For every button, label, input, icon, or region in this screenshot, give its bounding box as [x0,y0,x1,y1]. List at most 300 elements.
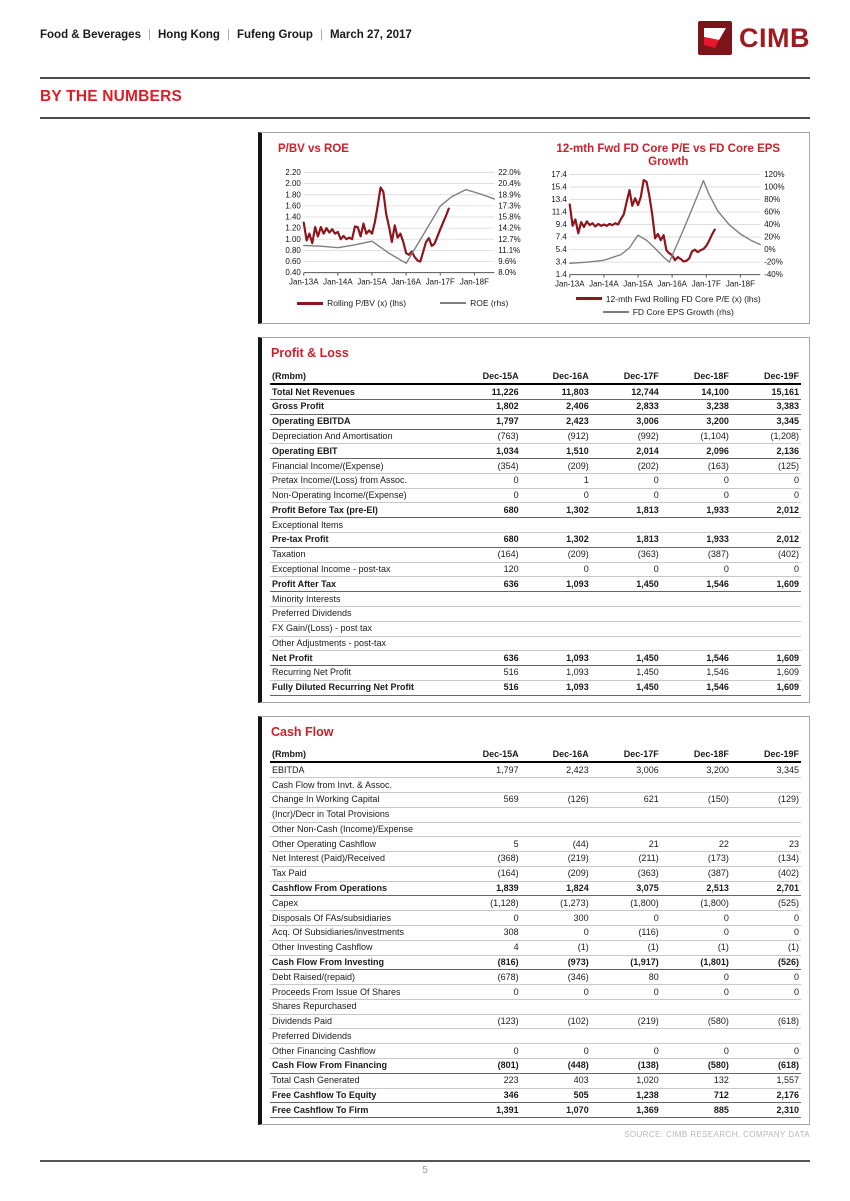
cell-value [521,778,591,793]
cell-value [521,606,591,621]
cell-value [661,999,731,1014]
column-header: Dec-15A [451,369,521,384]
cell-value: 516 [451,666,521,681]
page-header [40,0,810,56]
cell-value: 2,176 [731,1088,801,1103]
column-header: Dec-16A [521,369,591,384]
cell-value: (126) [521,792,591,807]
cell-value: 1,824 [521,881,591,896]
financial-table [270,748,801,1119]
cell-value [661,1029,731,1044]
cell-value [521,636,591,651]
cell-value: (1) [661,940,731,955]
cell-value [521,518,591,533]
cell-value [591,636,661,651]
cell-value: 569 [451,792,521,807]
table-row [270,1044,801,1059]
breadcrumb-item: Hong Kong [157,29,220,41]
cell-value: 23 [731,837,801,852]
cell-value [521,822,591,837]
cell-value [731,1029,801,1044]
cell-value: (402) [731,547,801,562]
legend-item [576,294,761,304]
table-row [270,400,801,415]
table-row [270,636,801,651]
svg-text:Jan-17F: Jan-17F [425,277,455,287]
cell-value: (138) [591,1059,661,1074]
cell-value: 1,093 [521,680,591,695]
column-header: Dec-18F [661,369,731,384]
svg-text:Jan-18F: Jan-18F [725,280,755,290]
cell-value: (164) [451,866,521,881]
row-label: Exceptional Income - post-tax [270,562,451,577]
cell-value [661,621,731,636]
row-label: Preferred Dividends [270,1029,451,1044]
row-label: Operating EBITDA [270,414,451,429]
column-header: Dec-16A [521,748,591,763]
row-label: Proceeds From Issue Of Shares [270,985,451,1000]
table-row [270,414,801,429]
cell-value: 0 [591,1044,661,1059]
cell-value: (526) [731,955,801,970]
row-label: Acq. Of Subsidiaries/investments [270,926,451,941]
cell-value: (219) [591,1014,661,1029]
page-footer [40,1160,810,1176]
profit-loss-panel [258,337,810,702]
chart-legend [270,289,536,315]
cell-value: (387) [661,866,731,881]
cell-value: (102) [521,1014,591,1029]
cell-value: 636 [451,577,521,592]
cell-value: 0 [451,488,521,503]
svg-text:-20%: -20% [763,258,783,268]
cell-value: (150) [661,792,731,807]
cell-value [591,999,661,1014]
cell-value: (992) [591,429,661,444]
row-label: Cash Flow From Financing [270,1059,451,1074]
cell-value: 516 [451,680,521,695]
chart [270,139,536,317]
cell-value: (346) [521,970,591,985]
cell-value: 0 [521,1044,591,1059]
row-label: Cash Flow From Investing [270,955,451,970]
svg-text:20%: 20% [763,233,780,243]
cell-value: 0 [451,473,521,488]
cell-value [591,807,661,822]
cell-value: (618) [731,1059,801,1074]
cell-value [591,606,661,621]
svg-text:17.3%: 17.3% [498,201,521,211]
cell-value: 1,797 [451,762,521,777]
cell-value [731,592,801,607]
row-label: Financial Income/(Expense) [270,459,451,474]
svg-text:17.4: 17.4 [550,170,567,180]
cell-value [591,1029,661,1044]
row-label: FX Gain/(Loss) - post tax [270,621,451,636]
cash-flow-panel [258,716,810,1126]
cell-value: 1,546 [661,666,731,681]
section-divider [40,117,810,119]
cell-value [451,822,521,837]
cell-value: 14,100 [661,384,731,399]
row-label: Other Operating Cashflow [270,837,451,852]
row-label: Disposals Of FAs/subsidiaries [270,911,451,926]
table-row [270,792,801,807]
table-row [270,562,801,577]
svg-text:15.8%: 15.8% [498,212,521,222]
cell-value: 636 [451,651,521,666]
table-row [270,518,801,533]
cell-value: 1,302 [521,503,591,518]
cell-value: 2,012 [731,533,801,548]
svg-text:18.9%: 18.9% [498,190,521,200]
svg-text:0.60: 0.60 [285,257,301,267]
row-label: Total Net Revenues [270,384,451,399]
row-label: Other Investing Cashflow [270,940,451,955]
svg-text:2.00: 2.00 [285,179,301,189]
cell-value: 680 [451,533,521,548]
legend-item [603,307,734,317]
cell-value: (116) [591,926,661,941]
cell-value [731,807,801,822]
cell-value: 0 [591,562,661,577]
cimb-logo-icon [698,21,732,55]
cell-value: (402) [731,866,801,881]
table-title: Profit & Loss [271,346,349,361]
unit-header: (Rmbm) [270,748,451,763]
charts-panel [258,132,810,324]
svg-text:1.80: 1.80 [285,190,301,200]
row-label: Other Financing Cashflow [270,1044,451,1059]
row-label: Minority Interests [270,592,451,607]
cell-value: 1,391 [451,1103,521,1118]
column-header: Dec-15A [451,748,521,763]
cell-value [451,592,521,607]
table-row [270,926,801,941]
cell-value: (164) [451,547,521,562]
cell-value: (1,800) [661,896,731,911]
cell-value: 1,546 [661,651,731,666]
cell-value: 308 [451,926,521,941]
header-divider [40,77,810,79]
column-header: Dec-17F [591,369,661,384]
table-row [270,1103,801,1118]
cell-value: 0 [661,985,731,1000]
svg-text:80%: 80% [763,195,780,205]
cell-value: 1,302 [521,533,591,548]
breadcrumb [40,21,412,41]
row-label: Pre-tax Profit [270,533,451,548]
cell-value [451,999,521,1014]
cell-value: 2,833 [591,400,661,415]
cell-value: 1,797 [451,414,521,429]
row-label: Non-Operating Income/(Expense) [270,488,451,503]
cell-value [521,1029,591,1044]
svg-text:Jan-15A: Jan-15A [622,280,653,290]
row-label: Profit After Tax [270,577,451,592]
svg-text:1.4: 1.4 [555,270,567,280]
table-row [270,1073,801,1088]
cell-value: 3,200 [661,762,731,777]
svg-text:20.4%: 20.4% [498,179,521,189]
table-row [270,488,801,503]
table-row [270,970,801,985]
row-label: Gross Profit [270,400,451,415]
table-row [270,503,801,518]
cell-value: (1,208) [731,429,801,444]
cell-value: 5 [451,837,521,852]
cell-value: 1,034 [451,444,521,459]
unit-header: (Rmbm) [270,369,451,384]
cell-value: (1,104) [661,429,731,444]
cell-value: (525) [731,896,801,911]
cell-value [451,621,521,636]
table-header-row [270,748,801,763]
svg-text:12.7%: 12.7% [498,234,521,244]
cell-value: 712 [661,1088,731,1103]
svg-text:1.40: 1.40 [285,212,301,222]
cell-value: 300 [521,911,591,926]
cell-value: 1,070 [521,1103,591,1118]
cell-value [731,518,801,533]
cell-value: 2,136 [731,444,801,459]
table-row [270,940,801,955]
cell-value [661,636,731,651]
breadcrumb-separator: | [147,29,151,41]
cell-value: 0 [661,473,731,488]
legend-label: ROE (rhs) [470,298,509,308]
svg-text:14.2%: 14.2% [498,223,521,233]
svg-text:Jan-16A: Jan-16A [391,277,421,287]
svg-text:9.4: 9.4 [555,220,567,230]
row-label: Profit Before Tax (pre-EI) [270,503,451,518]
chart-legend [536,291,802,317]
cimb-logo-text: CIMB [739,22,810,53]
table-row [270,444,801,459]
svg-text:Jan-17F: Jan-17F [691,280,721,290]
cell-value: 0 [661,562,731,577]
cell-value: 3,006 [591,762,661,777]
cell-value: 1,813 [591,533,661,548]
cell-value: 120 [451,562,521,577]
row-label: Other Adjustments - post-tax [270,636,451,651]
table-title: Cash Flow [271,724,334,739]
cell-value: 2,012 [731,503,801,518]
cell-value: (580) [661,1014,731,1029]
column-header: Dec-17F [591,748,661,763]
cell-value: 1,450 [591,680,661,695]
cell-value: 0 [591,473,661,488]
table-row [270,1029,801,1044]
cell-value [451,778,521,793]
cell-value: 1,609 [731,651,801,666]
svg-text:Jan-14A: Jan-14A [323,277,353,287]
row-label: Taxation [270,547,451,562]
cell-value [661,592,731,607]
cell-value: 3,200 [661,414,731,429]
cell-value: (209) [521,459,591,474]
cell-value: (1) [591,940,661,955]
svg-text:Jan-14A: Jan-14A [588,280,619,290]
cell-value [731,606,801,621]
cell-value: 1,093 [521,666,591,681]
svg-text:5.4: 5.4 [555,245,567,255]
cell-value [521,592,591,607]
svg-text:Jan-16A: Jan-16A [656,280,687,290]
cell-value: 3,345 [731,414,801,429]
table-row [270,533,801,548]
cell-value: 1,369 [591,1103,661,1118]
breadcrumb-separator: | [226,29,230,41]
svg-text:120%: 120% [763,170,785,180]
legend-label: 12-mth Fwd Rolling FD Core P/E (x) (lhs) [605,293,761,304]
chart-plot [536,169,800,291]
cell-value: (211) [591,852,661,867]
legend-line-swatch [297,302,323,305]
legend-line-swatch [440,302,466,304]
table-row [270,459,801,474]
breadcrumb-item: Food & Beverages [40,29,141,41]
table-row [270,592,801,607]
table-row [270,881,801,896]
cell-value: 0 [731,985,801,1000]
cell-value: 885 [661,1103,731,1118]
cell-value: 1,450 [591,577,661,592]
cell-value: 0 [661,911,731,926]
cimb-logo [698,21,810,55]
cell-value: (912) [521,429,591,444]
table-row [270,822,801,837]
cell-value: 0 [731,926,801,941]
svg-text:1.00: 1.00 [285,234,301,244]
row-label: Free Cashflow To Firm [270,1103,451,1118]
cell-value: 621 [591,792,661,807]
row-label: Debt Raised/(repaid) [270,970,451,985]
svg-text:9.6%: 9.6% [498,257,517,267]
cell-value [731,636,801,651]
legend-line-swatch [603,311,629,313]
cell-value: 2,014 [591,444,661,459]
table-row [270,866,801,881]
table-row [270,1088,801,1103]
cell-value: 3,345 [731,762,801,777]
row-label: Operating EBIT [270,444,451,459]
cell-value [661,606,731,621]
cell-value: 0 [731,473,801,488]
cell-value [591,592,661,607]
svg-text:Jan-18F: Jan-18F [459,277,489,287]
cell-value: 3,238 [661,400,731,415]
table-row [270,621,801,636]
cell-value: (209) [521,547,591,562]
cell-value: 1,933 [661,533,731,548]
cell-value: 3,383 [731,400,801,415]
cell-value [661,778,731,793]
svg-text:60%: 60% [763,208,780,218]
legend-label: Rolling P/BV (x) (lhs) [327,298,407,308]
cell-value: (1,273) [521,896,591,911]
cell-value: 12,744 [591,384,661,399]
cell-value: 1,510 [521,444,591,459]
svg-text:0%: 0% [763,245,776,255]
cell-value: 2,423 [521,414,591,429]
cell-value: 1,813 [591,503,661,518]
cell-value [521,999,591,1014]
row-label: Pretax Income/(Loss) from Assoc. [270,473,451,488]
table-row [270,1059,801,1074]
table-row [270,666,801,681]
svg-text:Jan-15A: Jan-15A [357,277,387,287]
row-label: Shares Repurchased [270,999,451,1014]
cell-value [591,518,661,533]
cell-value: 1,238 [591,1088,661,1103]
chart-title: 12-mth Fwd FD Core P/E vs FD Core EPS Growth [556,143,781,169]
svg-text:-40%: -40% [763,270,783,280]
cell-value: 1,093 [521,577,591,592]
table-row [270,762,801,777]
table-row [270,896,801,911]
cell-value: 0 [451,985,521,1000]
cell-value [661,822,731,837]
cell-value: (678) [451,970,521,985]
cell-value: 15,161 [731,384,801,399]
table-row [270,651,801,666]
svg-text:8.0%: 8.0% [498,268,517,278]
column-header: Dec-18F [661,748,731,763]
cell-value: (209) [521,866,591,881]
cell-value: (363) [591,547,661,562]
svg-text:13.4: 13.4 [550,195,567,205]
cell-value: 1,557 [731,1073,801,1088]
row-label: Exceptional Items [270,518,451,533]
row-label: Capex [270,896,451,911]
cell-value: (1,801) [661,955,731,970]
cell-value: (618) [731,1014,801,1029]
section-title: BY THE NUMBERS [40,88,183,105]
cell-value [731,822,801,837]
chart-title: P/BV vs ROE [278,143,349,155]
table-row [270,1014,801,1029]
svg-text:0.40: 0.40 [285,268,301,278]
cell-value: 0 [661,926,731,941]
svg-text:0.80: 0.80 [285,245,301,255]
table-row [270,911,801,926]
cell-value: 2,310 [731,1103,801,1118]
table-row [270,547,801,562]
cell-value [451,1029,521,1044]
cell-value: 2,406 [521,400,591,415]
cell-value: 0 [731,1044,801,1059]
cell-value [731,778,801,793]
table-row [270,473,801,488]
cell-value: 2,701 [731,881,801,896]
cell-value [731,621,801,636]
cell-value: 1,609 [731,680,801,695]
cell-value: 0 [451,1044,521,1059]
cell-value: 1,450 [591,651,661,666]
charts-wrap [270,139,801,317]
cell-value: 2,423 [521,762,591,777]
cell-value: (763) [451,429,521,444]
footer-divider [40,1160,810,1162]
breadcrumb-item: March 27, 2017 [329,29,412,41]
svg-text:7.4: 7.4 [555,233,567,243]
cell-value: (973) [521,955,591,970]
cell-value: 0 [521,985,591,1000]
cell-value: (173) [661,852,731,867]
row-label: Total Cash Generated [270,1073,451,1088]
cell-value: 80 [591,970,661,985]
